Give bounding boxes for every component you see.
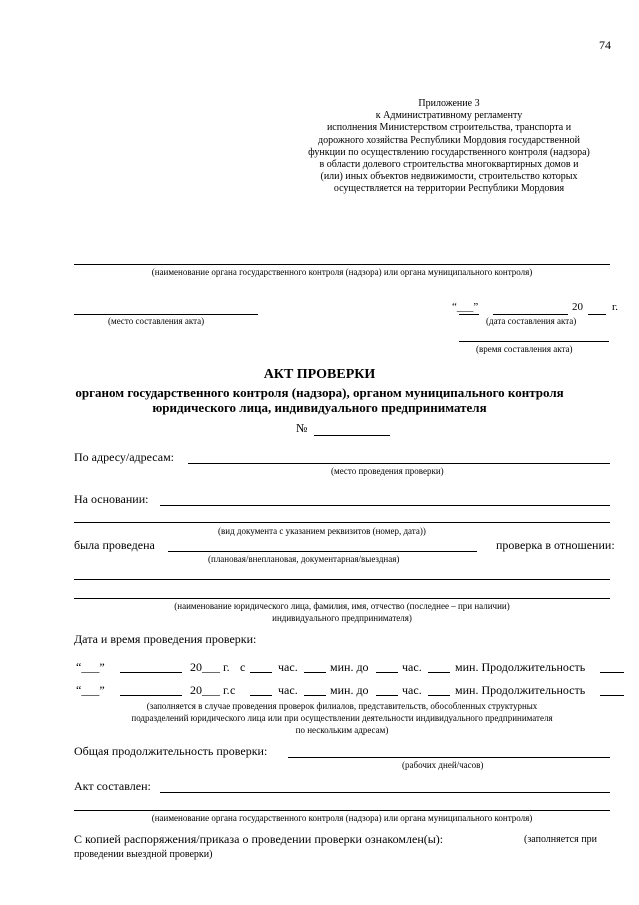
row-min-line[interactable] <box>304 695 326 696</box>
total-line[interactable] <box>288 757 610 758</box>
total-caption: (рабочих дней/часов) <box>402 760 484 770</box>
branches-caption-1: (заполняется в случае проведения проверок филиалов, представительств, обособленных структурных <box>146 701 538 711</box>
address-label: По адресу/адресам: <box>74 450 175 464</box>
copy-note-1: (заполняется при <box>524 834 597 845</box>
row-min2-line[interactable] <box>428 672 450 673</box>
row-min2-line[interactable] <box>428 695 450 696</box>
page-number: 74 <box>599 38 611 52</box>
basis-caption: (вид документа с указанием реквизитов (номер, дата)) <box>218 526 426 536</box>
appendix-line: дорожного хозяйства Республики Мордовия государственной <box>317 134 581 146</box>
row-hours2: час. <box>402 683 422 697</box>
date-month-line[interactable] <box>493 314 568 315</box>
date-year: 20 <box>572 301 583 313</box>
date-suffix: г. <box>612 301 619 313</box>
basis-line-2[interactable] <box>74 522 610 523</box>
doc-title: АКТ ПРОВЕРКИ <box>263 367 376 382</box>
row-hours: час. <box>278 683 298 697</box>
appendix-line: в области долевого строительства многоквартирных домов и <box>319 159 579 171</box>
appendix-line: Приложение 3 <box>418 98 480 109</box>
date-caption: (дата составления акта) <box>486 316 577 326</box>
row-min-dur: мин. Продолжительность <box>455 660 586 674</box>
conducted-line[interactable] <box>168 551 477 552</box>
row-quote: “___” <box>76 660 105 674</box>
address-line[interactable] <box>188 463 610 464</box>
copy-text: С копией распоряжения/приказа о проведении проверки ознакомлен(ы): <box>74 832 444 846</box>
row-from: с <box>230 683 236 697</box>
date-day-line[interactable] <box>459 314 479 315</box>
appendix-line: (или) иных объектов недвижимости, строительство которых <box>320 171 578 183</box>
time-caption: (время составления акта) <box>476 344 573 354</box>
branches-caption-2: подразделений юридического лица или при осуществлении деятельности индивидуального предпринимателя <box>131 713 553 723</box>
address-caption: (место проведения проверки) <box>331 466 444 476</box>
row-hours: час. <box>278 660 298 674</box>
row-duration-line[interactable] <box>600 695 624 696</box>
row-min-to: мин. до <box>330 683 369 697</box>
appendix-block <box>294 98 604 196</box>
appendix-line: исполнения Министерством строительства, транспорта и <box>326 122 572 134</box>
compiled-caption: (наименование органа государственного контроля (надзора) или органа муниципального контроля) <box>151 813 533 823</box>
compiled-label: Акт составлен: <box>74 779 151 793</box>
copy-note-2: проведении выездной проверки) <box>74 849 213 860</box>
compiled-line-1[interactable] <box>160 792 610 793</box>
row-year: 20___ г. <box>190 683 230 697</box>
basis-label: На основании: <box>74 492 149 506</box>
row-hours2: час. <box>402 660 422 674</box>
organ-name-line[interactable] <box>74 264 610 265</box>
conducted-right-label: проверка в отношении: <box>496 538 615 552</box>
row-min-line[interactable] <box>304 672 326 673</box>
row-hour-line[interactable] <box>250 672 272 673</box>
place-line[interactable] <box>74 314 258 315</box>
row-month-line[interactable] <box>120 672 182 673</box>
conducted-label: была проведена <box>74 538 155 552</box>
doc-subtitle-2: юридического лица, индивидуального предпринимателя <box>152 400 487 415</box>
row-duration-line[interactable] <box>600 672 624 673</box>
datetime-label: Дата и время проведения проверки: <box>74 632 257 646</box>
row-month-line[interactable] <box>120 695 182 696</box>
row-from: с <box>240 660 246 674</box>
conducted-caption: (плановая/внеплановая, документарная/выездная) <box>208 554 400 564</box>
row-hour2-line[interactable] <box>376 695 398 696</box>
row-min-to: мин. до <box>330 660 369 674</box>
number-line[interactable] <box>314 435 390 436</box>
organ-name-caption: (наименование органа государственного контроля (надзора) или органа муниципального контроля) <box>151 267 533 277</box>
total-label: Общая продолжительность проверки: <box>74 744 268 758</box>
entity-caption-2: индивидуального предпринимателя) <box>272 613 412 623</box>
basis-line-1[interactable] <box>160 505 610 506</box>
appendix-line: функции по осуществлению государственного контроля (надзора) <box>308 146 590 158</box>
time-line[interactable] <box>459 341 609 342</box>
row-min-dur: мин. Продолжительность <box>455 683 586 697</box>
row-quote: “___” <box>76 683 105 697</box>
place-caption: (место составления акта) <box>108 316 205 326</box>
row-year: 20___ г. <box>190 660 230 674</box>
row-hour2-line[interactable] <box>376 672 398 673</box>
entity-caption-1: (наименование юридического лица, фамилия, имя, отчество (последнее – при наличии) <box>174 601 510 611</box>
branches-caption-3: по нескольким адресам) <box>295 725 389 735</box>
date-quotes: “___” <box>452 301 479 313</box>
number-sign: № <box>296 421 308 435</box>
date-year-line[interactable] <box>588 314 606 315</box>
entity-line-2[interactable] <box>74 598 610 599</box>
row-hour-line[interactable] <box>250 695 272 696</box>
appendix-line: к Административному регламенту <box>375 110 523 122</box>
appendix-line: осуществляется на территории Республики Мордовия <box>333 183 565 195</box>
entity-line-1[interactable] <box>74 579 610 580</box>
compiled-line-2[interactable] <box>74 810 610 811</box>
doc-subtitle-1: органом государственного контроля (надзора), органом муниципального контроля <box>75 385 564 400</box>
